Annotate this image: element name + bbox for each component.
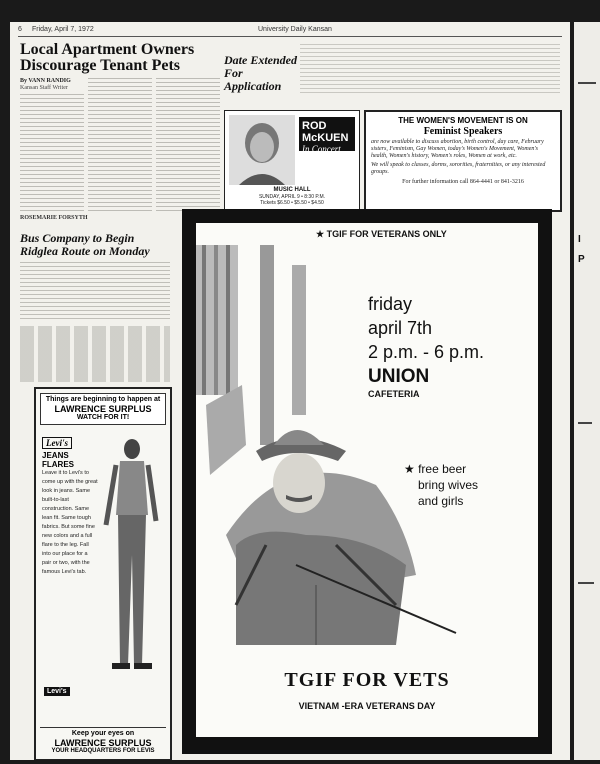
- concert-date: SUNDAY, APRIL 9 • 8:30 P.M.: [258, 194, 326, 200]
- bus-schedule-table: [20, 326, 170, 382]
- page-number: 6: [18, 26, 22, 33]
- tgif-perk-2: bring wives: [418, 478, 479, 492]
- veteran-illustration: [196, 245, 538, 675]
- tgif-footer: VIETNAM -ERA VETERANS DAY: [298, 701, 436, 711]
- pets-byline-title: Kansan Staff Writer: [20, 85, 68, 91]
- bus-body: [20, 262, 170, 322]
- tgif-date: april 7th: [368, 318, 433, 338]
- bus-story: [20, 232, 170, 258]
- surplus-top-line2: WATCH FOR IT!: [76, 414, 130, 421]
- surplus-store-name: LAWRENCE SURPLUS: [54, 404, 152, 414]
- surplus-top-line1: Things are beginning to happen at: [45, 396, 161, 403]
- application-story: [224, 54, 298, 93]
- levis-tab: Levi's: [44, 687, 70, 696]
- levis-product-2: FLARES: [42, 460, 74, 469]
- levis-product-1: JEANS: [42, 451, 69, 460]
- performer-name: ROD McKUEN: [302, 120, 349, 144]
- adjacent-letter-2: P: [578, 254, 585, 265]
- header-date: Friday, April 7, 1972: [32, 26, 94, 33]
- pets-contributor: ROSEMARIE FORSYTH: [20, 215, 88, 221]
- levis-block: [42, 433, 74, 469]
- pets-column-3: [156, 78, 220, 214]
- tgif-perk-3: and girls: [418, 494, 464, 508]
- levis-copy: Leave it to Levi's to come up with the great look in jeans. Same built-to-last construction. Same lean fit. Same tough fabrics. But some fine new colors and a full flare to the leg. Fall into our place for a pair or two, with the famous Levi's tab.: [42, 470, 98, 575]
- concert-title-block: [299, 117, 355, 154]
- tgif-poster-inner: [196, 223, 538, 737]
- lawrence-surplus-ad: [34, 387, 172, 760]
- pets-headline: Local Apartment Owners Discourage Tenant Pets: [20, 41, 195, 74]
- concert-venue: MUSIC HALL: [273, 187, 311, 193]
- surplus-bottom-store: LAWRENCE SURPLUS: [54, 738, 152, 748]
- adjacent-page-edge: [574, 22, 600, 760]
- concert-tagline: In Concert: [302, 144, 341, 154]
- surplus-bottom-line2: YOUR HEADQUARTERS FOR LEVIS: [51, 748, 155, 754]
- pets-column-1: [20, 94, 84, 214]
- surplus-bottom-banner: [40, 727, 166, 755]
- tgif-perk-1: ★ free beer: [404, 462, 467, 476]
- adjacent-rule-2: [578, 422, 592, 424]
- newspaper-page: [10, 22, 570, 760]
- concert-ad: [224, 110, 360, 210]
- bus-headline: Bus Company to Begin Ridglea Route on Monday: [20, 231, 150, 258]
- adjacent-rule-3: [578, 582, 594, 584]
- womens-ad-subtitle: Feminist Speakers: [423, 126, 503, 137]
- pets-column-2: [88, 78, 152, 214]
- womens-ad-contact: For further information call 864-4441 or 841-3216: [402, 179, 524, 185]
- header-rule: [18, 36, 562, 37]
- page-header: [18, 26, 562, 36]
- levis-logo: Levi's: [42, 437, 72, 449]
- womens-ad-body-2: We will speak to classes, dorms, sororities, fraternities, or any interested groups.: [371, 162, 546, 175]
- tgif-big-title: TGIF FOR VETS: [284, 669, 450, 691]
- pets-byline: By VANN RANDIG: [20, 78, 71, 84]
- application-headline: Date Extended For Application: [224, 53, 297, 93]
- header-paper-name: University Daily Kansan: [258, 26, 332, 33]
- womens-movement-ad: [364, 110, 562, 212]
- surplus-bottom-line1: Keep your eyes on: [71, 730, 135, 737]
- adjacent-letter-1: I: [578, 234, 581, 245]
- tgif-perk-1-text: free beer: [418, 462, 467, 476]
- tgif-top-line: ★ TGIF FOR VETERANS ONLY: [316, 229, 447, 239]
- tgif-place-sub: CAFETERIA: [368, 389, 420, 399]
- tgif-top-text: TGIF FOR VETERANS ONLY: [326, 229, 447, 239]
- tgif-day: friday: [368, 294, 413, 314]
- tgif-perks: [404, 461, 478, 509]
- pets-body: [20, 78, 220, 228]
- tgif-poster: [182, 209, 552, 754]
- jeans-model-illustration: [98, 435, 164, 677]
- application-body: [300, 44, 560, 96]
- womens-ad-title: THE WOMEN'S MOVEMENT IS ON: [398, 116, 528, 125]
- tgif-time: 2 p.m. - 6 p.m.: [368, 342, 485, 362]
- womens-ad-body: are now available to discuss abortion, birth control, day care, February sisters, Feminism, Gay Women, today's Women's Movement, Women's health, Women's history, Women's roles, Women at work, etc.: [371, 139, 544, 159]
- pets-story: [20, 42, 220, 74]
- performer-photo: [229, 115, 295, 185]
- concert-tickets: Tickets $6.50 • $5.50 • $4.50: [260, 200, 324, 206]
- surplus-top-banner: [40, 393, 166, 425]
- adjacent-rule-1: [578, 82, 596, 84]
- tgif-place: UNION: [368, 366, 430, 387]
